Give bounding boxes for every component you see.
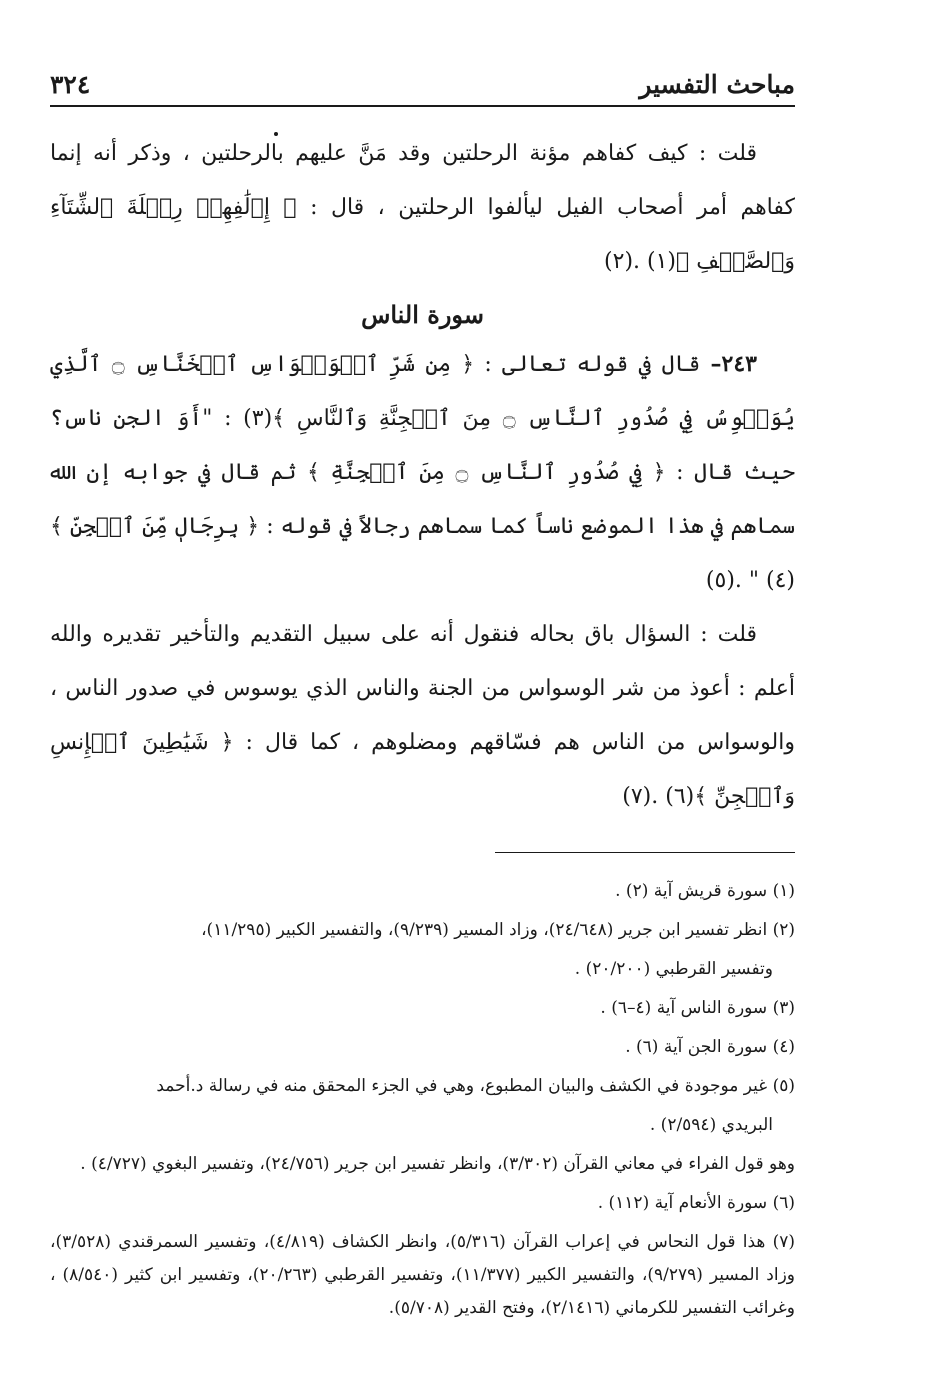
running-header [50, 70, 795, 107]
footnote-5-continued: البريدي (٢/٥٩٤) . [649, 1115, 773, 1135]
footnote-divider [50, 852, 795, 853]
paragraph-1: قلت : كيف كفاهم مؤنة الرحلتين وقد مَنَّ عليهم بالرحلتين ، وذكر أنه إنما كفاهم أمر أصحاب الفيل ليألفوا الرحلتين ، قال : ﴿ إِۦلَٰفِهِمۡ رِحۡلَةَ ٱلشِّتَآءِ وَٱلصَّيۡفِ ﴾(١) .(٢) [50, 141, 795, 274]
main-text [50, 127, 795, 824]
section-heading: سورة الناس [361, 300, 484, 329]
entry-text: قال في قوله تعالى : ﴿ مِن شَرِّ ٱلۡوَسۡوَاسِ ٱلۡخَنَّاسِ ۝ ٱلَّذِي يُوَسۡوِسُ فِي صُدُورِ ٱلنَّاسِ ۝ مِنَ ٱلۡجِنَّةِ وَٱلنَّاسِ ﴾(٣) : "أَوَ الجن ناس؟ حيث قال : ﴿ فِي صُدُورِ ٱلنَّاسِ ۝ مِنَ ٱلۡجِنَّةِ ﴾ ثم قال في جوابه إن الله سماهم في هذا الموضع ناساً كما سماهم رجالاً في قوله : ﴿ بِرِجَالٖ مِّنَ ٱلۡجِنِّ ﴾(٤) " .(٥) [50, 352, 795, 593]
footnote-7: (٧) هذا قول النحاس في إعراب القرآن (٥/٣١٦)، وانظر الكشاف (٤/٨١٩)، وتفسير السمرقندي (٣/٥٢٨)، وزاد المسير (٩/٢٧٩)، والتفسير الكبير (١١/٣٧٧)، وتفسير القرطبي (٢٠/٢٦٣)، وتفسير ابن كثير (٨/٥٤٠) ، وغرائب التفسير للكرماني (٢/١٤١٦)، وفتح القدير (٥/٧٠٨). [50, 1232, 795, 1318]
footnote-4: (٤) سورة الجن آية (٦) . [625, 1037, 795, 1057]
entry-number: ٢٤٣– [710, 351, 757, 377]
header-title: مباحث التفسير [639, 70, 795, 99]
footnote-3: (٣) سورة الناس آية (٤–٦) . [600, 998, 795, 1018]
entry-243 [50, 337, 795, 608]
book-page [50, 70, 795, 1331]
footnote-2-continued: وتفسير القرطبي (٢٠/٢٠٠) . [574, 959, 773, 979]
paragraph-2: قلت : السؤال باق بحاله فنقول أنه على سبيل التقديم والتأخير تقديره والله أعلم : أعوذ من شر الوسواس من الجنة والناس الذي يوسوس في صدور الناس ، والوسواس من الناس هم فسّاقهم ومضلوهم ، كما قال : ﴿ شَيَٰطِينَ ٱلۡإِنسِ وَٱلۡجِنِّ ﴾(٦) .(٧) [50, 622, 795, 809]
footnote-2: (٢) انظر تفسير ابن جرير (٢٤/٦٤٨)، وزاد المسير (٩/٢٣٩)، والتفسير الكبير (١١/٢٩٥)، [201, 920, 795, 940]
footnotes [50, 875, 795, 1325]
footnote-6: (٦) سورة الأنعام آية (١١٢) . [597, 1193, 795, 1213]
footnote-5-note: وهو قول الفراء في معاني القرآن (٣/٣٠٢)، وانظر تفسير ابن جرير (٢٤/٧٥٦)، وتفسير البغوي (٤/٧٢٧) . [80, 1154, 795, 1174]
stray-dot [274, 132, 278, 136]
page-number: ٣٢٤ [50, 70, 91, 99]
footnote-1: (١) سورة قريش آية (٢) . [615, 881, 795, 901]
footnote-5: (٥) غير موجودة في الكشف والبيان المطبوع، وهي في الجزء المحقق منه في رسالة د.أحمد [156, 1076, 795, 1096]
